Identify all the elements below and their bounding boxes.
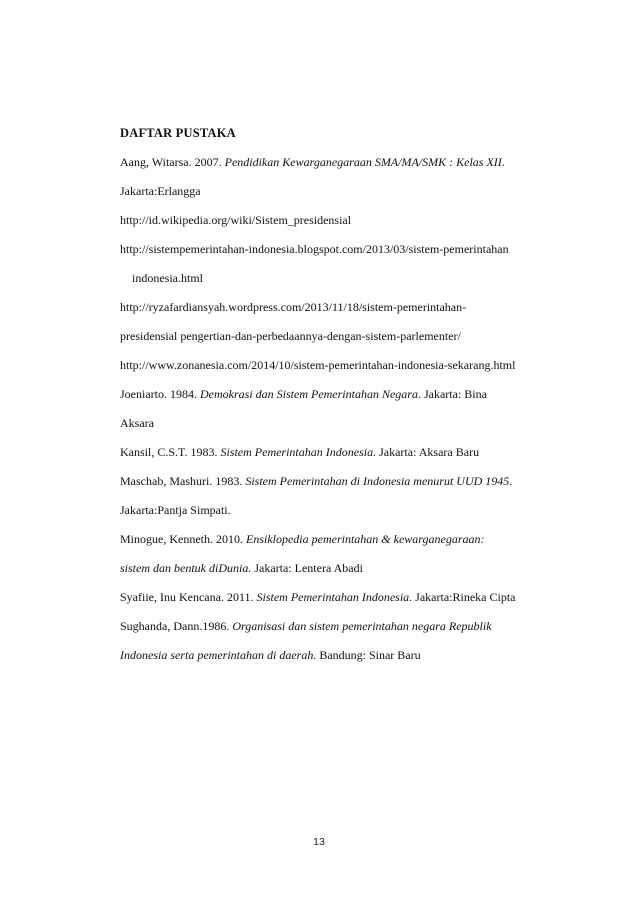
reference-line	[120, 641, 560, 670]
reference-line	[120, 380, 560, 409]
reference-text: Kansil, C.S.T. 1983.	[120, 445, 221, 459]
reference-entry	[120, 583, 560, 612]
reference-line	[120, 177, 560, 206]
reference-text: Jakarta: Lentera Abadi	[251, 561, 363, 575]
reference-text: Jakarta: Aksara Baru	[376, 445, 480, 459]
reference-entry	[120, 438, 560, 467]
reference-text: Bandung: Sinar Baru	[316, 648, 421, 662]
reference-text: presidensial pengertian-dan-perbedaannya-dengan-sistem-parlementer/	[120, 329, 461, 343]
reference-line	[120, 409, 560, 438]
reference-title-text: Sistem Pemerintahan di Indonesia menurut UUD 1945	[245, 474, 510, 488]
reference-text: Jakarta:Rineka Cipta	[412, 590, 516, 604]
reference-text: http://www.zonanesia.com/2014/10/sistem-pemerintahan-indonesia-sekarang.html	[120, 358, 516, 372]
reference-text: http://id.wikipedia.org/wiki/Sistem_presidensial	[120, 213, 352, 227]
reference-line	[120, 525, 560, 554]
reference-title-text: Ensiklopedia pemerintahan & kewarganegaraan:	[245, 532, 485, 546]
reference-line	[120, 206, 560, 235]
reference-title-text: Sistem Pemerintahan Indonesia.	[256, 590, 413, 604]
reference-text: Jakarta:Pantja Simpati.	[120, 503, 231, 517]
bibliography	[120, 119, 560, 670]
reference-entry	[120, 467, 560, 525]
reference-title-text: Sistem Pemerintahan Indonesia.	[220, 445, 377, 459]
reference-text: indonesia.html	[132, 271, 203, 285]
reference-line	[120, 235, 560, 264]
reference-line	[120, 496, 560, 525]
reference-title-text: Pendidikan Kewarganegaraan SMA/MA/SMK : Kelas XII	[224, 155, 502, 169]
reference-text: Syafiie, Inu Kencana. 2011.	[120, 590, 257, 604]
reference-entry	[120, 612, 560, 670]
reference-line	[120, 293, 560, 322]
reference-text: http://sistempemerintahan-indonesia.blogspot.com/2013/03/sistem-pemerintahan	[120, 242, 509, 256]
reference-text: Aang, Witarsa. 2007.	[120, 155, 225, 169]
reference-title-text: sistem dan bentuk diDunia.	[120, 561, 252, 575]
reference-line	[120, 322, 560, 351]
reference-text: Maschab, Mashuri. 1983.	[120, 474, 246, 488]
reference-text: http://ryzafardiansyah.wordpress.com/2013/11/18/sistem-pemerintahan-	[120, 300, 467, 314]
reference-text: .	[501, 155, 505, 169]
page-number: 13	[313, 836, 325, 848]
reference-entry	[120, 351, 560, 380]
reference-entry	[120, 293, 560, 351]
reference-line	[120, 612, 560, 641]
reference-line	[120, 264, 560, 293]
reference-text: Jakarta:Erlangga	[120, 184, 201, 198]
reference-entry	[120, 380, 560, 438]
reference-text: .	[509, 474, 513, 488]
reference-line	[120, 148, 560, 177]
reference-entry	[120, 206, 560, 235]
reference-line	[120, 351, 560, 380]
reference-line	[120, 583, 560, 612]
reference-title-text: Demokrasi dan Sistem Pemerintahan Negara	[200, 387, 418, 401]
reference-title-text: Indonesia serta pemerintahan di daerah.	[120, 648, 317, 662]
reference-text: Aksara	[120, 416, 154, 430]
reference-text: . Jakarta: Bina	[417, 387, 487, 401]
reference-line	[120, 438, 560, 467]
reference-list	[120, 148, 560, 670]
bibliography-heading: DAFTAR PUSTAKA	[120, 126, 236, 140]
reference-entry	[120, 525, 560, 583]
reference-text: Minogue, Kenneth. 2010.	[120, 532, 246, 546]
reference-entry	[120, 148, 560, 206]
reference-line	[120, 554, 560, 583]
reference-text: Sughanda, Dann.1986.	[120, 619, 233, 633]
reference-entry	[120, 235, 560, 293]
reference-line	[120, 467, 560, 496]
reference-title-text: Organisasi dan sistem pemerintahan negara Republik	[232, 619, 492, 633]
reference-text: Joeniarto. 1984.	[120, 387, 200, 401]
